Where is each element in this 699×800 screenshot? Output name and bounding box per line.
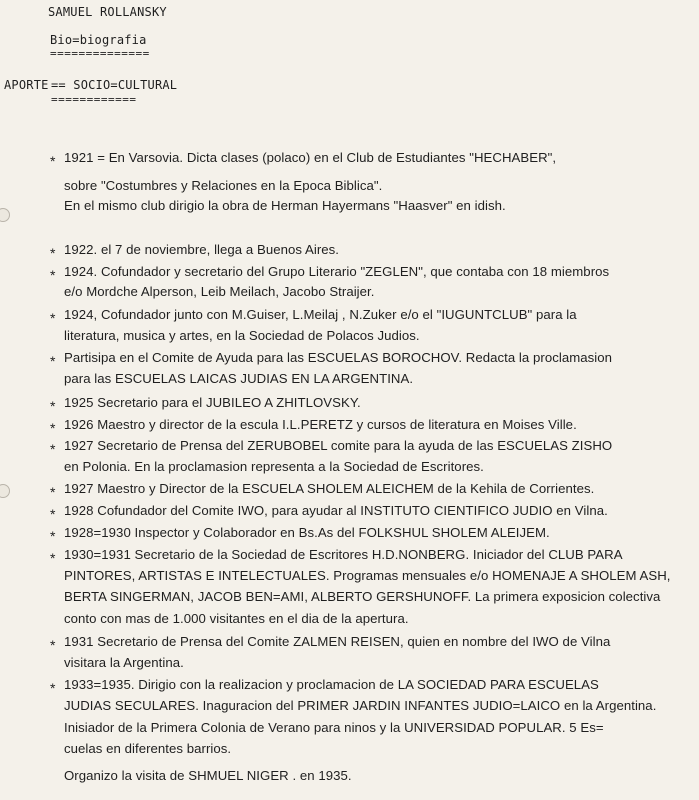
subtitle-underline: ============== [50, 47, 150, 60]
subtitle: Bio=biografia [50, 33, 147, 47]
entry-line: 1924. Cofundador y secretario del Grupo Literario "ZEGLEN", que contaba con 18 miembros [64, 264, 610, 279]
entry-line: 1922. el 7 de noviembre, llega a Buenos Aires. [64, 242, 340, 257]
bullet-star: * [50, 420, 56, 436]
entry-line: visitara la Argentina. [64, 655, 184, 670]
entry-line: 1925 Secretario para el JUBILEO A ZHITLOVSKY. [64, 395, 361, 410]
entry-line: 1926 Maestro y director de la escula I.L.PERETZ y cursos de literatura en Moises Ville. [64, 417, 577, 432]
entry-line: 1928=1930 Inspector y Colaborador en Bs.As del FOLKSHUL SHOLEM ALEIJEM. [64, 525, 550, 540]
entry-line: literatura, musica y artes, en la Sociedad de Polacos Judios. [64, 328, 420, 343]
entry-line: BERTA SINGERMAN, JACOB BEN=AMI, ALBERTO GERSHUNOFF. La primera exposicion colectiva [64, 589, 661, 604]
section-underline: ============ [51, 93, 137, 106]
entry-line: cuelas en diferentes barrios. [64, 741, 232, 756]
bullet-star: * [50, 441, 56, 457]
bullet-star: * [50, 398, 56, 414]
entry-line: conto con mas de 1.000 visitantes en el dia de la apertura. [64, 611, 409, 626]
entry-line: 1928 Cofundador del Comite IWO, para ayudar al INSTITUTO CIENTIFICO JUDIO en Vilna. [64, 503, 608, 518]
entry-line: JUDIAS SECULARES. Inaguracion del PRIMER JARDIN INFANTES JUDIO=LAICO en la Argentina. [64, 698, 657, 713]
bullet-star: * [50, 484, 56, 500]
entry-line: Organizo la visita de SHMUEL NIGER . en 1935. [64, 768, 352, 783]
section-prefix: APORTE [4, 78, 49, 92]
entry-line: 1931 Secretario de Prensa del Comite ZALMEN REISEN, quien en nombre del IWO de Vilna [64, 634, 611, 649]
bullet-star: * [50, 245, 56, 261]
bullet-star: * [50, 550, 56, 566]
bullet-star: * [50, 506, 56, 522]
binder-hole [0, 484, 10, 498]
entry-line: 1927 Maestro y Director de la ESCUELA SHOLEM ALEICHEM de la Kehila de Corrientes. [64, 481, 595, 496]
entry-line: 1927 Secretario de Prensa del ZERUBOBEL comite para la ayuda de las ESCUELAS ZISHO [64, 438, 613, 453]
bullet-star: * [50, 637, 56, 653]
bullet-star: * [50, 353, 56, 369]
entry-line: Partisipa en el Comite de Ayuda para las ESCUELAS BOROCHOV. Redacta la proclamasion [64, 350, 613, 365]
entry-line: 1924, Cofundador junto con M.Guiser, L.Meilaj , N.Zuker e/o el "IUGUNTCLUB" para la [64, 307, 577, 322]
entry-line: sobre "Costumbres y Relaciones en la Epoca Biblica". [64, 178, 383, 193]
entry-line: en Polonia. En la proclamasion representa a la Sociedad de Escritores. [64, 459, 484, 474]
bullet-star: * [50, 528, 56, 544]
entry-line: En el mismo club dirigio la obra de Herman Hayermans "Haasver" en idish. [64, 198, 506, 213]
author-name: SAMUEL ROLLANSKY [48, 5, 167, 19]
bullet-star: * [50, 680, 56, 696]
bullet-star: * [50, 153, 56, 169]
section-title: == SOCIO=CULTURAL [51, 78, 178, 92]
bullet-star: * [50, 310, 56, 326]
entry-line: 1921 = En Varsovia. Dicta clases (polaco) en el Club de Estudiantes "HECHABER", [64, 150, 557, 165]
entry-line: 1933=1935. Dirigio con la realizacion y proclamacion de LA SOCIEDAD PARA ESCUELAS [64, 677, 599, 692]
entry-line: Inisiador de la Primera Colonia de Verano para ninos y la UNIVERSIDAD POPULAR. 5 Es= [64, 720, 604, 735]
entry-line: PINTORES, ARTISTAS E INTELECTUALES. Programas mensuales e/o HOMENAJE A SHOLEM ASH, [64, 568, 671, 583]
entry-line: e/o Mordche Alperson, Leib Meilach, Jacobo Straijer. [64, 284, 375, 299]
entry-line: 1930=1931 Secretario de la Sociedad de Escritores H.D.NONBERG. Iniciador del CLUB PARA [64, 547, 623, 562]
entry-line: para las ESCUELAS LAICAS JUDIAS EN LA ARGENTINA. [64, 371, 414, 386]
binder-hole [0, 208, 10, 222]
bullet-star: * [50, 267, 56, 283]
